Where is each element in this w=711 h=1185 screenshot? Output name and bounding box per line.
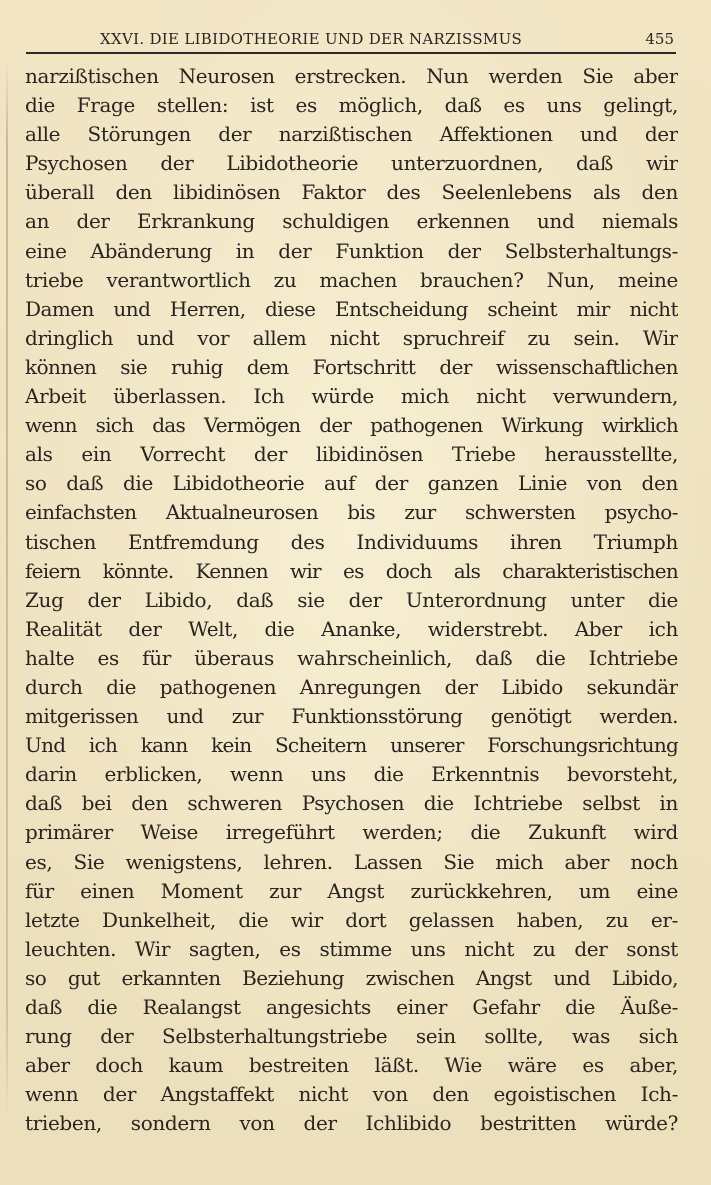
text-line: leuchten. Wir sagten, es stimme uns nicht zu der sonst [25, 936, 678, 961]
body-text [25, 62, 678, 1138]
text-line: wenn der Angstaffekt nicht von den egoistischen Ich- [25, 1082, 678, 1107]
text-line: eine Abänderung in der Funktion der Selbsterhaltungs- [25, 238, 678, 263]
text-line: darin erblicken, wenn uns die Erkenntnis bevorsteht, [25, 762, 678, 787]
text-line: letzte Dunkelheit, die wir dort gelassen haben, zu er- [25, 907, 678, 932]
text-line: Und ich kann kein Scheitern unserer Forschungsrichtung [25, 733, 678, 758]
text-line: so gut erkannten Beziehung zwischen Angst und Libido, [25, 965, 678, 990]
text-line: so daß die Libidotheorie auf der ganzen Linie von den [25, 471, 678, 496]
text-line: Zug der Libido, daß sie der Unterordnung unter die [25, 587, 678, 612]
text-line: alle Störungen der narzißtischen Affektionen und der [25, 122, 678, 147]
header-rule [26, 52, 676, 54]
text-line: können sie ruhig dem Fortschritt der wissenschaftlichen [25, 354, 678, 379]
text-line: aber doch kaum bestreiten läßt. Wie wäre es aber, [25, 1053, 678, 1078]
text-line: rung der Selbsterhaltungstriebe sein sollte, was sich [25, 1024, 678, 1049]
text-line: daß bei den schweren Psychosen die Ichtriebe selbst in [25, 791, 678, 816]
text-line: als ein Vorrecht der libidinösen Triebe herausstellte, [25, 442, 678, 467]
text-line: tischen Entfremdung des Individuums ihren Triumph [25, 529, 678, 554]
text-line: primärer Weise irregeführt werden; die Zukunft wird [25, 820, 678, 845]
page-edge-shadow [6, 60, 8, 1120]
text-line: überall den libidinösen Faktor des Seelenlebens als den [25, 180, 678, 205]
text-line: dringlich und vor allem nicht spruchreif zu sein. Wir [25, 325, 678, 350]
text-line: einfachsten Aktualneurosen bis zur schwersten psycho- [25, 500, 678, 525]
text-line: Realität der Welt, die Ananke, widerstrebt. Aber ich [25, 616, 678, 641]
running-head [28, 26, 676, 52]
text-line: narzißtischen Neurosen erstrecken. Nun werden Sie aber [25, 64, 678, 88]
text-line: wenn sich das Vermögen der pathogenen Wirkung wirklich [25, 413, 678, 438]
text-line: feiern könnte. Kennen wir es doch als charakteristischen [25, 558, 678, 583]
text-line: die Frage stellen: ist es möglich, daß es uns gelingt, [25, 93, 678, 118]
text-line: daß die Realangst angesichts einer Gefahr die Äuße- [25, 995, 678, 1019]
text-line: trieben, sondern von der Ichlibido bestritten würde? [25, 1111, 678, 1136]
text-line: Damen und Herren, diese Entscheidung scheint mir nicht [25, 296, 678, 321]
text-line: triebe verantwortlich zu machen brauchen? Nun, meine [25, 267, 678, 292]
text-line: halte es für überaus wahrscheinlich, daß die Ichtriebe [25, 645, 678, 670]
text-line: mitgerissen und zur Funktionsstörung genötigt werden. [25, 704, 678, 729]
text-line: es, Sie wenigstens, lehren. Lassen Sie mich aber noch [25, 849, 678, 874]
text-line: Psychosen der Libidotheorie unterzuordnen, daß wir [25, 151, 678, 176]
text-line: an der Erkrankung schuldigen erkennen und niemals [25, 209, 678, 234]
text-line: durch die pathogenen Anregungen der Libido sekundär [25, 674, 678, 699]
page-number: 455 [645, 30, 674, 48]
chapter-running-title: XXVI. DIE LIBIDOTHEORIE UND DER NARZISSMUS [100, 30, 523, 48]
text-line: für einen Moment zur Angst zurückkehren, um eine [25, 878, 678, 903]
text-line: Arbeit überlassen. Ich würde mich nicht verwundern, [25, 384, 678, 409]
